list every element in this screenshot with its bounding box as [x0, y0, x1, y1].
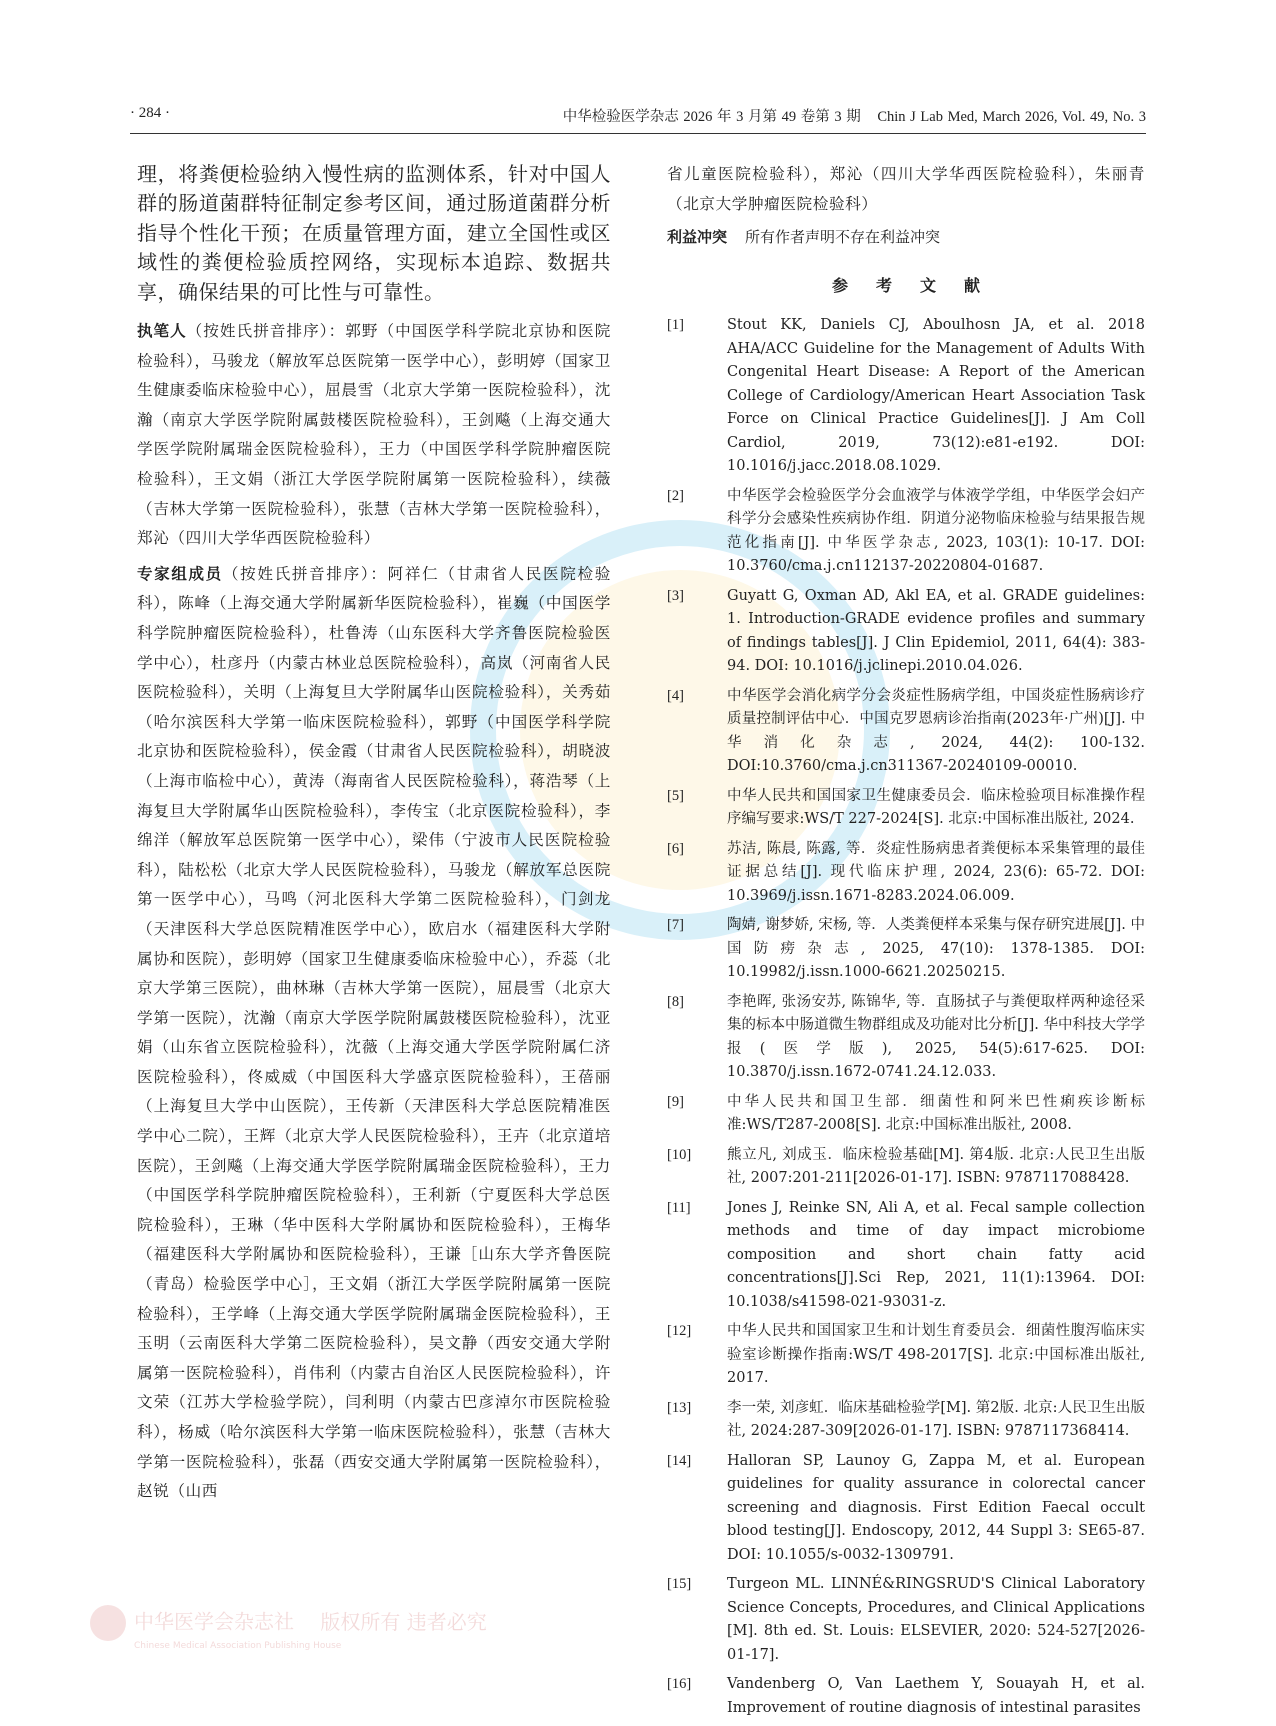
- conflict-text: 所有作者声明不存在利益冲突: [745, 228, 941, 247]
- reference-item: [667, 1573, 1145, 1667]
- conflict-statement: [667, 223, 1145, 251]
- reference-number: [2]: [667, 487, 684, 504]
- publisher-name: 中华医学会杂志社: [134, 1609, 294, 1634]
- reference-text: 中华人民共和国国家卫生健康委员会．临床检验项目标准操作程序编写要求:WS/T 227-2024[S]. 北京:中国标准出版社, 2024.: [727, 787, 1145, 828]
- reference-item: [667, 1673, 1145, 1720]
- reference-text: Jones J, Reinke SN, Ali A, et al. Fecal sample collection methods and time of day impact microbiome composition and short chain fatty acid concentrations[J].Sci Rep, 2021, 11(1):13964. DOI: 10.1038/s41598-021-93031-z.: [727, 1199, 1145, 1310]
- reference-number: [11]: [667, 1199, 691, 1216]
- copyright-slogan: 版权所有 违者必究: [320, 1609, 487, 1634]
- publisher-name-en: Chinese Medical Association Publishing House: [134, 1641, 342, 1651]
- reference-number: [5]: [667, 787, 684, 804]
- reference-item: [667, 585, 1145, 679]
- reference-number: [8]: [667, 993, 684, 1010]
- reference-number: [13]: [667, 1399, 692, 1416]
- reference-item: [667, 1091, 1145, 1138]
- experts-continued: 省儿童医院检验科），郑沁（四川大学华西医院检验科），朱丽青（北京大学肿瘤医院检验科）: [667, 165, 1145, 213]
- right-column: [667, 160, 1145, 1726]
- reference-item: [667, 991, 1145, 1085]
- publisher-logo: [90, 1605, 560, 1651]
- reference-number: [1]: [667, 317, 684, 334]
- reference-text: 中华人民共和国卫生部．细菌性和阿米巴性痢疾诊断标准:WS/T287-2008[S]. 北京:中国标准出版社, 2008.: [727, 1093, 1145, 1134]
- reference-item: [667, 314, 1145, 479]
- reference-text: Guyatt G, Oxman AD, Akl EA, et al. GRADE guidelines: 1. Introduction-GRADE evidence profiles and summary of findings tables[J]. J Clin Epidemiol, 2011, 64(4): 383-94. DOI: 10.1016/j.jclinepi.2010.04.026.: [727, 587, 1145, 675]
- reference-number: [4]: [667, 687, 684, 704]
- reference-number: [9]: [667, 1093, 684, 1110]
- reference-text: 苏洁, 陈晨, 陈露, 等．炎症性肠病患者粪便标本采集管理的最佳证据总结[J]. 现代临床护理, 2024, 23(6): 65-72. DOI: 10.3969/j.issn.1671-8283.2024.06.009.: [727, 840, 1145, 904]
- journal-title-cn: 中华检验医学杂志 2026 年 3 月第 49 卷第 3 期: [562, 109, 861, 125]
- writers-list: （按姓氏拼音排序）：郭野（中国医学科学院北京协和医院检验科），马骏龙（解放军总医院第一医学中心），彭明婷（国家卫生健康委临床检验中心），屈晨雪（北京大学第一医院检验科），沈瀚（南京大学医学院附属鼓楼医院检验科），王剑飚（上海交通大学医学院附属瑞金医院检验科），王力（中国医学科学院肿瘤医院检验科），王文娟（浙江大学医学院附属第一医院检验科），续薇（吉林大学第一医院检验科），张慧（吉林大学第一医院检验科），郑沁（四川大学华西医院检验科）: [137, 322, 611, 548]
- reference-number: [6]: [667, 840, 684, 857]
- page-number: · 284 ·: [130, 105, 170, 121]
- reference-number: [7]: [667, 917, 684, 934]
- reference-number: [10]: [667, 1146, 692, 1163]
- lead-paragraph: 理，将粪便检验纳入慢性病的监测体系，针对中国人群的肠道菌群特征制定参考区间，通过肠道菌群分析指导个性化干预；在质量管理方面，建立全国性或区域性的粪便检验质控网络，实现标本追踪、数据共享，确保结果的可比性与可靠性。: [137, 162, 611, 304]
- reference-item: [667, 785, 1145, 832]
- page-header: [130, 105, 1146, 134]
- reference-item: [667, 485, 1145, 579]
- publisher-seal-icon: [90, 1605, 126, 1641]
- reference-item: [667, 1320, 1145, 1391]
- reference-text: 熊立凡, 刘成玉．临床检验基础[M]. 第4版. 北京:人民卫生出版社, 2007:201-211[2026-01-17]. ISBN: 9787117088428.: [727, 1146, 1145, 1187]
- reference-text: Vandenberg O, Van Laethem Y, Souayah H, et al. Improvement of routine diagnosis of intestinal parasites: [727, 1676, 1145, 1716]
- writers-label: 执笔人: [137, 322, 187, 341]
- reference-text: 李艳晖, 张汤安苏, 陈锦华, 等．直肠拭子与粪便取样两种途径采集的标本中肠道微生物群组成及功能对比分析[J]. 华中科技大学学报(医学版), 2025, 54(5):617-625. DOI: 10.3870/j.issn.1672-0741.24.12.033.: [727, 993, 1145, 1081]
- experts-label: 专家组成员: [137, 564, 223, 583]
- reference-item: [667, 1450, 1145, 1568]
- reference-text: 中华人民共和国国家卫生和计划生育委员会．细菌性腹泻临床实验室诊断操作指南:WS/T 498-2017[S]. 北京:中国标准出版社, 2017.: [727, 1323, 1145, 1387]
- reference-item: [667, 838, 1145, 909]
- experts-list: （按姓氏拼音排序）：阿祥仁（甘肃省人民医院检验科），陈峰（上海交通大学附属新华医院检验科），崔巍（中国医学科学院肿瘤医院检验科），杜鲁涛（山东医科大学齐鲁医院检验医学中心），杜彦丹（内蒙古林业总医院检验科），高岚（河南省人民医院检验科），关明（上海复旦大学附属华山医院检验科），关秀茹（哈尔滨医科大学第一临床医院检验科），郭野（中国医学科学院北京协和医院检验科），侯金霞（甘肃省人民医院检验科），胡晓波（上海市临检中心），黄涛（海南省人民医院检验科），蒋浩琴（上海复旦大学附属华山医院检验科），李传宝（北京医院检验科），李绵洋（解放军总医院第一医学中心），梁伟（宁波市人民医院检验科），陆松松（北京大学人民医院检验科），马骏龙（解放军总医院第一医学中心），马鸣（河北医科大学第二医院检验科），门剑龙（天津医科大学总医院精准医学中心），欧启水（福建医科大学附属协和医院），彭明婷（国家卫生健康委临床检验中心），乔蕊（北京大学第三医院），曲林琳（吉林大学第一医院），屈晨雪（北京大学第一医院），沈瀚（南京大学医学院附属鼓楼医院检验科），沈亚娟（山东省立医院检验科），沈薇（上海交通大学医学院附属仁济医院检验科），佟威威（中国医科大学盛京医院检验科），王蓓丽（上海复旦大学中山医院），王传新（天津医科大学总医院精准医学中心二院），王辉（北京大学人民医院检验科），王卉（北京道培医院），王剑飚（上海交通大学医学院附属瑞金医院检验科），王力（中国医学科学院肿瘤医院检验科），王利新（宁夏医科大学总医院检验科），王琳（华中医科大学附属协和医院检验科），王梅华（福建医科大学附属协和医院检验科），王谦［山东大学齐鲁医院（青岛）检验医学中心］，王文娟（浙江大学医学院附属第一医院检验科），王学峰（上海交通大学医学院附属瑞金医院检验科），王玉明（云南医科大学第二医院检验科），吴文静（西安交通大学附属第一医院检验科），肖伟利（内蒙古自治区人民医院检验科），许文荣（江苏大学检验学院），闫利明（内蒙古巴彦淖尔市医院检验科），杨威（哈尔滨医科大学第一临床医院检验科），张慧（吉林大学第一医院检验科），张磊（西安交通大学附属第一医院检验科），赵锐（山西: [137, 564, 611, 1501]
- reference-number: [14]: [667, 1452, 692, 1469]
- journal-info: [130, 105, 1146, 126]
- reference-number: [12]: [667, 1323, 692, 1340]
- writers-paragraph: [137, 317, 611, 554]
- reference-number: [3]: [667, 587, 684, 604]
- reference-text: 陶婧, 谢梦娇, 宋杨, 等．人类粪便样本采集与保存研究进展[J]. 中国防痨杂志, 2025, 47(10): 1378-1385. DOI: 10.19982/j.issn.1000-6621.20250215.: [727, 917, 1145, 981]
- journal-title-en: Chin J Lab Med, March 2026, Vol. 49, No. 3: [877, 109, 1146, 125]
- reference-text: Turgeon ML. LINNÉ&RINGSRUD'S Clinical Laboratory Science Concepts, Procedures, and Clinical Applications [M]. 8th ed. St. Louis: ELSEVIER, 2020: 524-527[2026-01-17].: [727, 1576, 1145, 1663]
- reference-number: [15]: [667, 1576, 692, 1593]
- experts-paragraph: [137, 560, 611, 1507]
- reference-item: [667, 685, 1145, 779]
- reference-item: [667, 1197, 1145, 1315]
- reference-list: [667, 314, 1145, 1720]
- reference-item: [667, 1144, 1145, 1191]
- reference-text: Halloran SP, Launoy G, Zappa M, et al. European guidelines for quality assurance in colorectal cancer screening and diagnosis. First Edition Faecal occult blood testing[J]. Endoscopy, 2012, 44 Suppl 3: SE65-87. DOI: 10.1055/s-0032-1309791.: [727, 1452, 1145, 1563]
- references-heading: 参考文献: [831, 276, 1008, 296]
- left-column: [137, 160, 611, 1513]
- reference-text: Stout KK, Daniels CJ, Aboulhosn JA, et al. 2018 AHA/ACC Guideline for the Management of Adults With Congenital Heart Disease: A Report of the American College of Cardiology/American Heart Association Task Force on Clinical Practice Guidelines[J]. J Am Coll Cardiol, 2019, 73(12):e81-e192. DOI: 10.1016/j.jacc.2018.08.1029.: [727, 317, 1145, 475]
- reference-text: 李一荣, 刘彦虹．临床基础检验学[M]. 第2版. 北京:人民卫生出版社, 2024:287-309[2026-01-17]. ISBN: 9787117368414.: [727, 1399, 1145, 1440]
- reference-number: [16]: [667, 1676, 692, 1693]
- conflict-label: 利益冲突: [667, 228, 728, 247]
- reference-item: [667, 1397, 1145, 1444]
- reference-text: 中华医学会检验医学分会血液学与体液学学组，中华医学会妇产科学分会感染性疾病协作组．阴道分泌物临床检验与结果报告规范化指南[J]. 中华医学杂志, 2023, 103(1): 10-17. DOI: 10.3760/cma.j.cn112137-20220804-01687.: [727, 487, 1145, 575]
- reference-item: [667, 914, 1145, 985]
- reference-text: 中华医学会消化病学分会炎症性肠病学组，中国炎症性肠病诊疗质量控制评估中心．中国克罗恩病诊治指南(2023年·广州)[J]. 中华消化杂志, 2024, 44(2): 100-132. DOI:10.3760/cma.j.cn311367-20240109-00010.: [727, 687, 1145, 775]
